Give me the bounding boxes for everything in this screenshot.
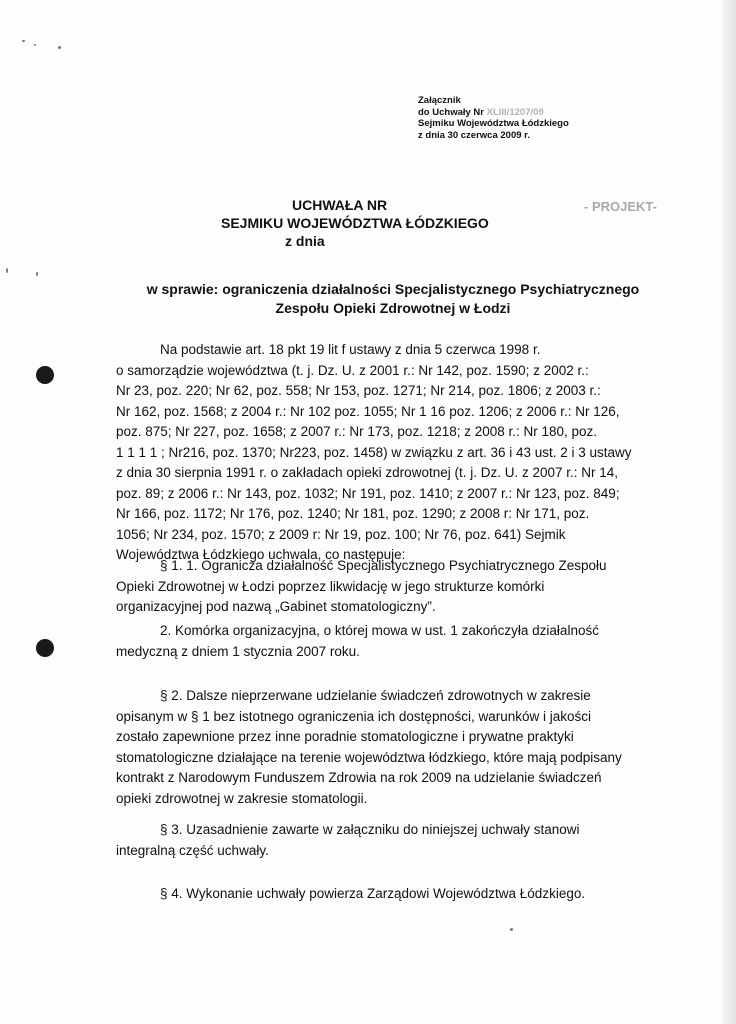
legal-basis-paragraph: [116, 340, 664, 566]
section-line: stomatologiczne działające na terenie województwa łódzkiego, które mają podpisany: [116, 749, 622, 765]
attachment-header: [418, 95, 569, 141]
legal-line: Nr 166, poz. 1172; Nr 176, poz. 1240; Nr 181, poz. 1290; z 2008 r: Nr 171, poz.: [116, 506, 590, 521]
section-4-paragraph: § 4. Wykonanie uchwały powierza Zarządowi Województwa Łódzkiego.: [160, 886, 586, 901]
legal-line: z dnia 30 sierpnia 1991 r. o zakładach opieki zdrowotnej (t. j. Dz. U. z 2007 r.: Nr 14,: [116, 465, 619, 480]
title-assembly: SEJMIKU WOJEWÓDZTWA ŁÓDZKIEGO: [221, 215, 489, 231]
header-line: z dnia 30 czerwca 2009 r.: [418, 129, 530, 141]
section-line: 2. Komórka organizacyjna, o której mowa w ust. 1 zakończyła działalność: [160, 623, 599, 638]
legal-line: Na podstawie art. 18 pkt 19 lit f ustawy z dnia 5 czerwca 1998 r.: [160, 342, 541, 357]
section-line: § 3. Uzasadnienie zawarte w załączniku do niniejszej uchwały stanowi: [160, 822, 580, 837]
section-line: § 2. Dalsze nieprzerwane udzielanie świadczeń zdrowotnych w zakresie: [160, 688, 591, 703]
punch-hole-top: [36, 366, 54, 384]
resolution-subject: [100, 280, 686, 318]
legal-line: poz. 89; z 2006 r.: Nr 143, poz. 1032; Nr 191, poz. 1410; z 2007 r.: Nr 123, poz. 849;: [116, 485, 620, 501]
scan-speck: [36, 272, 38, 276]
legal-line: poz. 875; Nr 227, poz. 1658; z 2007 r.: Nr 173, poz. 1218; z 2008 r.: Nr 180, poz.: [116, 424, 598, 439]
project-mark: - PROJEKT-: [584, 199, 657, 214]
section-line: kontrakt z Narodowym Funduszem Zdrowia na rok 2009 na udzielanie świadczeń: [116, 770, 602, 785]
section-line: organizacyjnej pod nazwą „Gabinet stomatologiczny”.: [116, 599, 436, 614]
legal-line: 1056; Nr 234, poz. 1570; z 2009 r: Nr 19, poz. 100; Nr 76, poz. 641) Sejmik: [116, 526, 566, 542]
section-line: § 1. 1. Ogranicza działalność Specjalistycznego Psychiatrycznego Zespołu: [160, 558, 607, 573]
section-line: medyczną z dniem 1 stycznia 2007 roku.: [116, 643, 360, 659]
header-prefix: do Uchwały Nr: [418, 106, 487, 118]
legal-line: 1 1 1 1 ; Nr216, poz. 1370; Nr223, poz. 1458) w związku z art. 36 i 43 ust. 2 i 3 ustawy: [116, 444, 632, 460]
scan-speck: [6, 268, 8, 273]
section-2-paragraph: [116, 686, 664, 809]
legal-line: Nr 23, poz. 220; Nr 62, poz. 558; Nr 153, poz. 1271; Nr 214, poz. 1806; z 2003 r.:: [116, 383, 601, 398]
header-line: Sejmiku Województwa Łódzkiego: [418, 118, 569, 129]
title-resolution-no: UCHWAŁA NR: [292, 197, 388, 213]
scan-speck: [22, 40, 25, 42]
section-line: opieki zdrowotnej w zakresie stomatologii.: [116, 790, 368, 806]
legal-line: o samorządzie województwa (t. j. Dz. U. z 2001 r.: Nr 142, poz. 1590; z 2002 r.:: [116, 362, 589, 378]
section-line: Opieki Zdrowotnej w Łodzi poprzez likwidację w jego strukturze komórki: [116, 578, 545, 594]
section-line: integralną część uchwały.: [116, 842, 269, 858]
section-3-paragraph: [116, 820, 664, 861]
scan-speck: [510, 928, 513, 931]
punch-hole-bottom: [36, 639, 54, 657]
section-1-paragraph: [116, 556, 664, 618]
resolution-number: XLIII/1207/09: [486, 106, 544, 118]
header-line: Załącznik: [418, 95, 461, 106]
page-edge-shadow: [722, 0, 736, 1024]
subject-line: Zespołu Opieki Zdrowotnej w Łodzi: [275, 300, 511, 316]
section-line: zostało zapewnione przez inne poradnie stomatologiczne i prywatne praktyki: [116, 729, 574, 744]
subject-line: w sprawie: ograniczenia działalności Specjalistycznego Psychiatrycznego: [146, 281, 640, 297]
scan-speck: [58, 46, 61, 49]
title-date: z dnia: [285, 233, 325, 249]
legal-line: Województwa Łódzkiego uchwala, co następuje:: [116, 547, 406, 562]
legal-line: Nr 162, poz. 1568; z 2004 r.: Nr 102 poz. 1055; Nr 1 16 poz. 1206; z 2006 r.: Nr 126,: [116, 403, 620, 419]
section-line: opisanym w § 1 bez istotnego ograniczenia ich dostępności, warunków i jakości: [116, 708, 592, 724]
scan-speck: [34, 44, 36, 46]
header-line: [418, 107, 569, 119]
section-1-point-2: [116, 621, 664, 662]
